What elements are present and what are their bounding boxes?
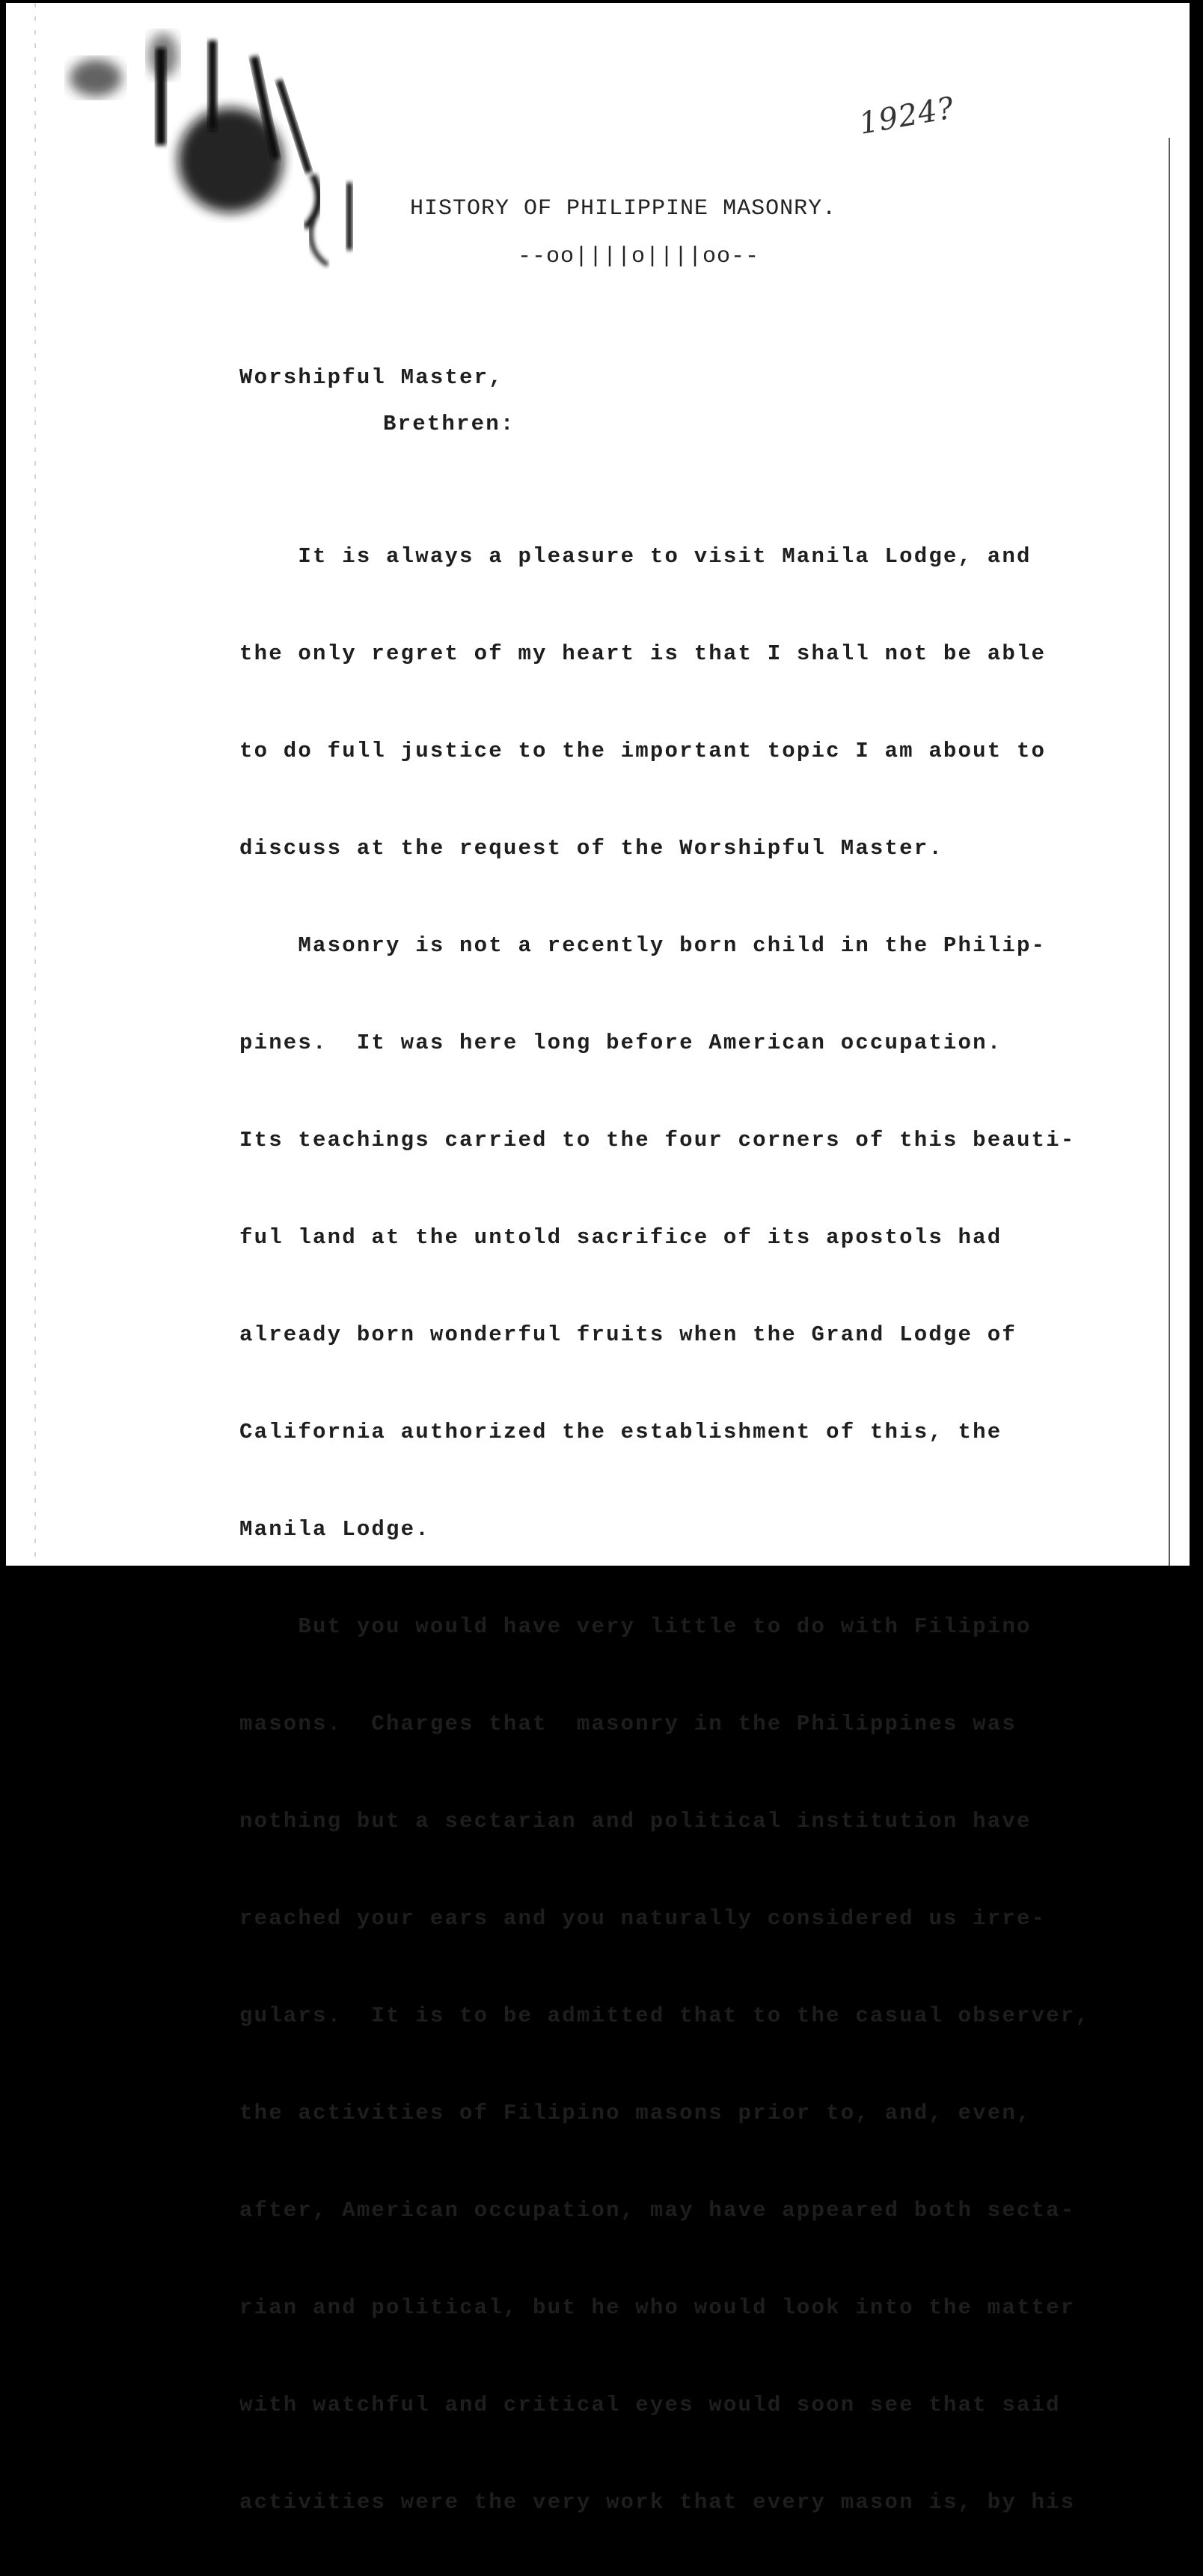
body-line: rian and political, but he who would look into the matter xyxy=(239,2295,1076,2320)
scan-edge-right xyxy=(1169,138,1170,1566)
body-line: discuss at the request of the Worshipful Master. xyxy=(239,836,943,861)
body-line: Masonry is not a recently born child in the Philip- xyxy=(239,933,1047,958)
handwritten-year-annotation: 1924? xyxy=(856,91,958,141)
body-line: reached your ears and you naturally considered us irre- xyxy=(239,1906,1047,1931)
body-line: ful land at the untold sacrifice of its apostols had xyxy=(239,1225,1002,1250)
body-line: with watchful and critical eyes would soon see that said xyxy=(239,2393,1061,2417)
body-text xyxy=(239,483,1100,2576)
greeting: Brethren: xyxy=(383,412,515,436)
title-divider: --oo||||o||||oo-- xyxy=(518,244,760,269)
body-line: to do full justice to the important topic I am about to xyxy=(239,739,1047,763)
body-line: Manila Lodge. xyxy=(239,1517,430,1542)
body-line: after, American occupation, may have appeared both secta- xyxy=(239,2198,1076,2223)
body-line: masons. Charges that masonry in the Philippines was xyxy=(239,1712,1017,1736)
body-line: Its teachings carried to the four corners of this beauti- xyxy=(239,1128,1076,1153)
body-line: the activities of Filipino masons prior to, and, even, xyxy=(239,2101,1032,2125)
body-line: pines. It was here long before American occupation. xyxy=(239,1031,1002,1055)
body-line: the only regret of my heart is that I shall not be able xyxy=(239,641,1047,666)
document-title: HISTORY OF PHILIPPINE MASONRY. xyxy=(410,196,837,222)
body-line: gulars. It is to be admitted that to the casual observer, xyxy=(239,2003,1090,2028)
body-line: already born wonderful fruits when the Grand Lodge of xyxy=(239,1322,1017,1347)
scan-edge-left xyxy=(34,3,36,1566)
body-line: California authorized the establishment of this, the xyxy=(239,1420,1002,1444)
document-page xyxy=(6,3,1190,2515)
body-line: activities were the very work that every mason is, by his xyxy=(239,2490,1076,2515)
body-line: It is always a pleasure to visit Manila Lodge, and xyxy=(239,544,1032,569)
body-line: But you would have very little to do with Filipino xyxy=(239,1614,1032,1639)
ink-smudge xyxy=(51,18,365,272)
salutation: Worshipful Master, xyxy=(239,365,503,390)
body-line: nothing but a sectarian and political institution have xyxy=(239,1809,1032,1834)
